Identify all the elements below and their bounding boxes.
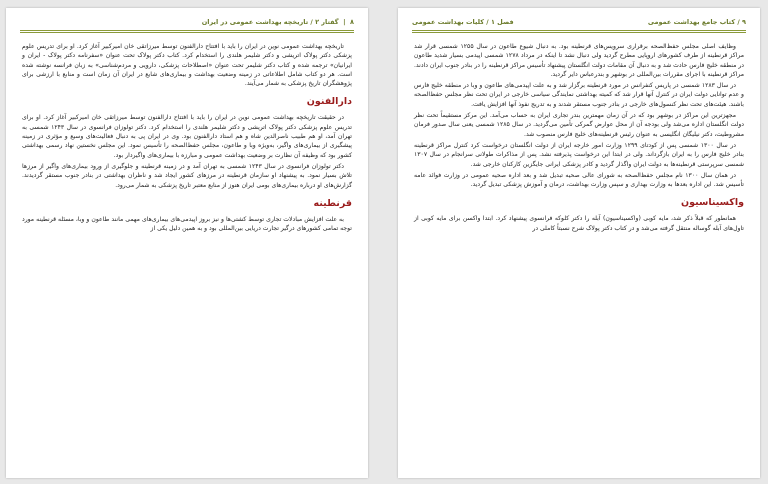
paragraph: تاریخچه بهداشت عمومی نوین در ایران را باید با افتتاح دارالفنون توسط میرزاتقی خان امیرکبیر آغاز کرد. او برای تدریس علوم پزشکی دکتر پولاک اتریشی و دکتر شلیمر هلندی را استخدام کرد. کتاب دکتر پولاک تحت عنوان «سفرنامه دکتر پولاک - ایران و ایرانیان» ترجمه شده و کتاب دکتر شلیمر تحت عنوان «اصطلاحات پزشکی، دارویی و مردم‌شناسی» به زبان فرانسه نوشته شده است. هر دو کتاب شامل اطلاعاتی در زمینه وضعیت بهداشت و بیماری‌های شایع در ایران آن زمان است و منابع با ارزشی برای پژوهشگران تاریخ پزشکی به شمار می‌آیند. <box>22 43 352 88</box>
paragraph: همانطور که قبلاً ذکر شد، مایه کوبی (واکسیناسیون) آبله را دکتر کلوکه فرانسوی پیشنهاد کرد. ابتدا واکسن برای مایه کوبی از تاول‌های آبله گوساله منتقل گرفته می‌شد و در کتاب دکتر پولاک شرح نسبتاً کاملی در <box>414 215 744 232</box>
header-rule <box>20 30 354 31</box>
paragraph: به علت افزایش مبادلات تجاری توسط کشتی‌ها و نیز بروز اپیدمی‌های بیماری‌های مهمی مانند طاعون و وبا، مسئله قرنطینه مورد توجه تمامی کشورهای درگیر تجارت دریایی بین‌المللی بود و به همین دلیل یکی از <box>22 215 352 233</box>
left-page <box>6 8 368 478</box>
left-header-title: ۸ | گفتار ۲ / تاریخچه بهداشت عمومی در ایران <box>201 18 354 26</box>
right-header-book: ۹ / کتاب جامع بهداشت عمومی <box>647 18 746 26</box>
right-running-head <box>412 16 746 28</box>
paragraph: در حقیقت تاریخچه بهداشت عمومی نوین در ایران را باید با افتتاح دارالفنون توسط میرزاتقی خان امیرکبیر آغاز کرد. او برای تدریس علوم پزشکی دکتر پولاک اتریشی و دکتر شلیمر هلندی را استخدام کرد. دکتر تولوزان فرانسوی در سال ۱۲۴۳ شمسی به تهران آمد، او هم طبیب ناصرالدین شاه و هم استاد دارالفنون بود. وی در ایران پی به دنبال فعالیت‌های وسیع و مؤثری در زمینه پیشگیری از بیماری‌های واگیر، به‌ویژه وبا و طاعون، مجلس حفظ‌الصحه را تأسیس نمود. این مجلس نخستین نهاد رسمی بهداشتی کشور بود که وظیفه آن نظارت بر وضعیت بهداشت عمومی و مبارزه با بیماری‌های واگیردار بود. <box>22 114 352 159</box>
right-page-body <box>414 42 744 472</box>
paragraph: وظایف اصلی مجلس حفظ‌الصحه برقراری سرویس‌های قرنطینه بود. به دنبال شیوع طاعون در سال ۱۲۵۵ شمسی قرار شد مراکز قرنطینه از طرف کشورهای اروپایی مطرح گردید ولی دنبال نشد تا اینکه در مرداد ۱۲۷۸ شمسی اپیدمی بسیار شدید طاعون در منطقه خلیج فارس حادث شد و به دنبال آن مقامات دولت انگلستان پیشنهاد تأسیس مراکز قرنطینه را در بنادر جنوب ایران دادند. مراکز قرنطینه با اجرای مقررات بین‌المللی در بوشهر و بندرعباس دایر گردید. <box>414 43 744 78</box>
paragraph: دکتر تولوزان فرانسوی در سال ۱۲۴۳ شمسی به تهران آمد و در زمینه قرنطینه و جلوگیری از ورود بیماری‌های واگیر از مرزها تلاش بسیار نمود. به پیشنهاد او سازمان قرنطینه در مرزهای کشور ایجاد شد و ناظران بهداشتی در بنادر جنوب مستقر گردیدند. گزارش‌های او درباره بیماری‌های بومی ایران هنوز از منابع معتبر تاریخ پزشکی به شمار می‌رود. <box>22 162 352 189</box>
section-heading-quarantine: قرنطینه <box>313 197 352 209</box>
section-heading-vaccination: واکسیناسیون <box>681 197 744 209</box>
paragraph: در همان سال ۱۳۰۰ نام مجلس حفظ‌الصحه به شورای عالی صحیه تبدیل شد و بعد اداره صحیه عمومی در وزارت فوائد عامه تأسیس شد. این اداره بعدها به وزارت بهداری و سپس وزارت بهداشت، درمان و آموزش پزشکی تبدیل گردید. <box>414 171 744 189</box>
header-rule-thin <box>412 32 746 33</box>
left-page-body <box>22 42 352 472</box>
paragraph: در سال ۱۲۸۳ شمسی در پاریس کنفرانس در مورد قرنطینه برگزار شد و به علت اپیدمی‌های طاعون و وبا در منطقه خلیج فارس و عدم توانایی دولت ایران در کنترل آنها قرار شد که کمیته بهداشتی نمایندگی سیاسی خارجی در ایران تحت نظر مجلس حفظ‌الصحه باشند. هیئت‌های تحت نظر کنسول‌های خارجی در بنادر جنوب مستقر شدند و به تدریج نفوذ آنها افزایش یافت. <box>414 82 744 108</box>
header-rule <box>412 30 746 31</box>
header-rule-thin <box>20 32 354 33</box>
paragraph: در سال ۱۳۰۰ شمسی پس از کودتای ۱۲۹۹ وزارت امور خارجه ایران از دولت انگلستان درخواست کرد کنترل مراکز قرنطینه بنادر خلیج فارس را به ایران بازگرداند. ولی در ابتدا این درخواست پذیرفته نشد. پس از مذاکرات طولانی سرانجام در سال ۱۳۰۷ شمسی سرپرستی قرنطینه‌ها به دولت ایران واگذار گردید و کادر پزشکی ایرانی جایگزین کارکنان خارجی شد. <box>414 141 744 168</box>
right-header-chapter: فصل ۱ / کلیات بهداشت عمومی <box>412 18 514 26</box>
right-page <box>398 8 760 478</box>
paragraph: مجهزترین این مراکز در بوشهر بود که در آن زمان مهمترین بندر تجاری ایران به حساب می‌آمد. این مرکز مستقیماً تحت نظر دولت انگلستان اداره می‌شد ولی بودجه آن از محل عوارض گمرکی تأمین می‌گردید. در سال ۱۲۸۵ شمسی یعنی سال صدور فرمان مشروطیت، دکتر نیلیگان انگلیسی به عنوان رئیس قرنطینه‌های خلیج فارس منصوب شد. <box>414 112 744 138</box>
left-running-head <box>20 16 354 28</box>
section-heading-darolfonoon: دارالفنون <box>306 96 352 108</box>
